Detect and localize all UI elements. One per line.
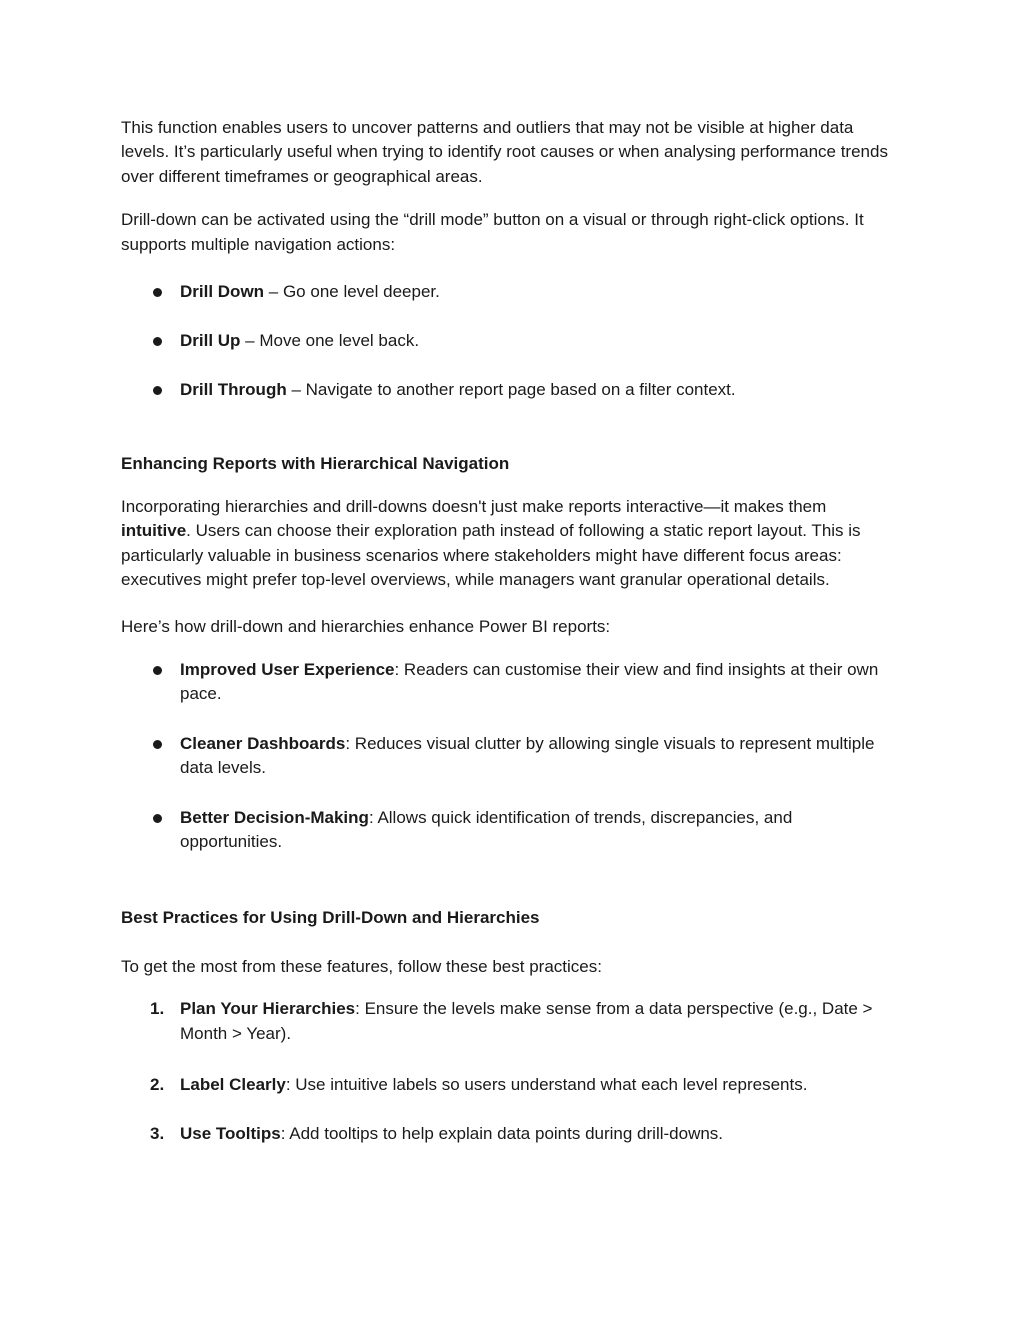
list-item (121, 378, 893, 402)
section-heading-best-practices: Best Practices for Using Drill-Down and Hierarchies (121, 908, 540, 928)
item-term: Improved User Experience (180, 659, 395, 679)
item-term: Better Decision-Making (180, 807, 369, 827)
document-page (121, 116, 893, 1147)
text-span: Incorporating hierarchies and drill-downs doesn't just make reports interactive—it makes them (121, 496, 827, 516)
item-description: : Add tooltips to help explain data points during drill-downs. (280, 1124, 724, 1144)
section2-paragraph-1: To get the most from these features, follow these best practices: (121, 956, 602, 976)
item-description: : Ensure the levels make sense from a data perspective (e.g., Date > Month > Year). (180, 999, 873, 1043)
list-item (121, 806, 893, 855)
item-term: Use Tooltips (180, 1124, 281, 1144)
list-item (121, 732, 893, 781)
item-description: : Allows quick identification of trends, discrepancies, and opportunities. (180, 807, 793, 851)
list-item (121, 329, 893, 353)
intro-paragraph-2: Drill-down can be activated using the “drill mode” button on a visual or through right-click options. It supports multiple navigation actions: (121, 210, 864, 254)
item-description: : Use intuitive labels so users understand what each level represents. (285, 1074, 808, 1094)
item-term: Cleaner Dashboards (180, 733, 346, 753)
item-term: Drill Down (180, 282, 265, 302)
list-number: 3. (150, 1124, 165, 1144)
item-description: – Go one level deeper. (264, 282, 440, 302)
item-description: – Move one level back. (240, 331, 420, 351)
bullet-icon (150, 329, 174, 353)
item-term: Drill Up (180, 331, 241, 351)
item-description: – Navigate to another report page based on a filter context. (286, 380, 736, 400)
list-item (121, 280, 893, 304)
list-item (121, 1073, 893, 1097)
section-heading-hierarchical-navigation: Enhancing Reports with Hierarchical Navigation (121, 454, 510, 474)
list-item (121, 1122, 893, 1146)
item-term: Drill Through (180, 380, 287, 400)
navigation-actions-list (121, 280, 893, 402)
item-term: Plan Your Hierarchies (180, 999, 356, 1019)
list-number: 2. (150, 1074, 165, 1094)
text-span: . Users can choose their exploration path instead of following a static report layout. This is particularly valuable in business scenarios where stakeholders might have different focus areas: executives might prefer top-level overviews, while managers want granular operational details. (121, 521, 861, 590)
section1-paragraph-1 (121, 495, 893, 593)
section1-paragraph-2: Here’s how drill-down and hierarchies enhance Power BI reports: (121, 617, 611, 637)
benefits-list (121, 658, 893, 854)
bullet-icon (150, 658, 174, 682)
list-item (121, 997, 893, 1046)
bullet-icon (150, 806, 174, 830)
list-item (121, 658, 893, 707)
item-description: : Reduces visual clutter by allowing single visuals to represent multiple data levels. (180, 733, 875, 778)
intro-paragraph-1: This function enables users to uncover patterns and outliers that may not be visible at higher data levels. It’s particularly useful when trying to identify root causes or when analysing performance trends over different timeframes or geographical areas. (121, 118, 888, 186)
item-term: Label Clearly (180, 1074, 286, 1094)
best-practices-list (121, 997, 893, 1147)
emphasis-text: intuitive (121, 521, 187, 541)
item-description: : Readers can customise their view and find insights at their own pace. (180, 659, 879, 704)
bullet-icon (150, 732, 174, 756)
list-number: 1. (150, 999, 165, 1019)
bullet-icon (150, 378, 174, 402)
bullet-icon (150, 280, 174, 304)
